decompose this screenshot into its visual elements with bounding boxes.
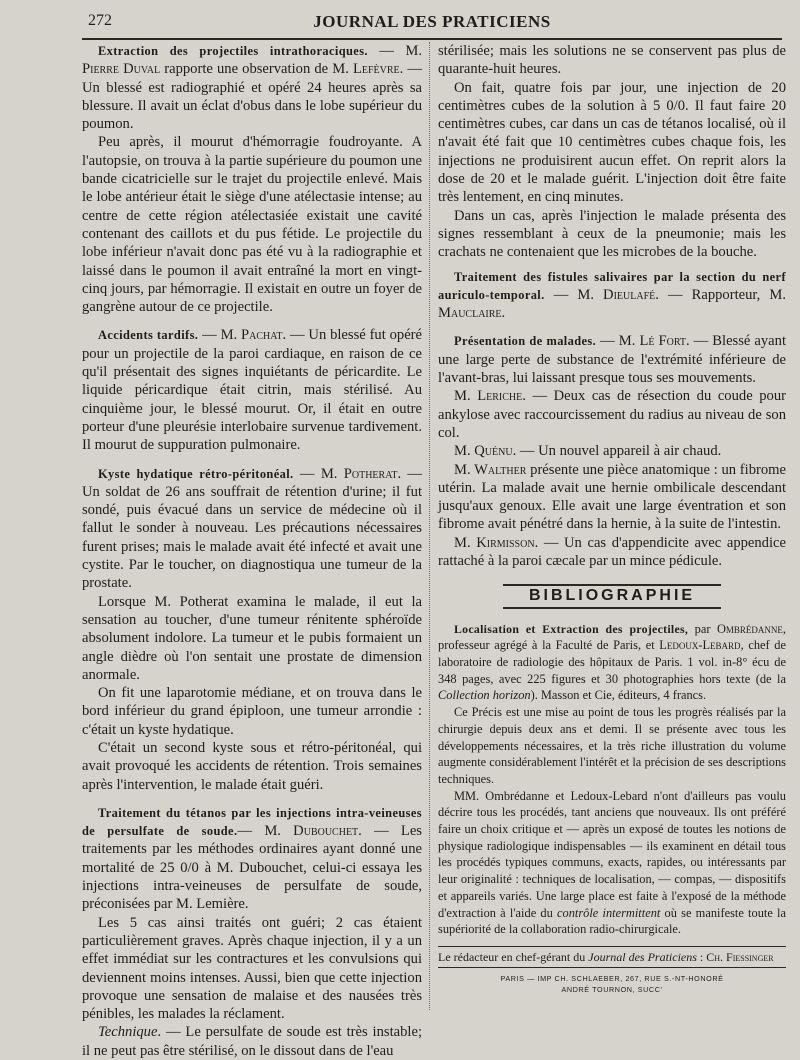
- section-heading: Accidents tardifs.: [98, 328, 199, 343]
- paragraph: Peu après, il mourut d'hémorragie foudroyante. A l'autopsie, on trouva à la partie supérieure du poumon une bande cicatricielle sur le trajet du projectile enlevé. Mais le lobe antérieur était le siège d'une atélectasie intense; au centre de cette région atélectasiée existait une cavité contenant des caillots et du pus fétide. Le projectile du lobe inférieur n'avait donc pas été vu à la radiographie et laissé dans le poumon il avait entraîné la mort en vingt-cinq jours, par hémorragie. Il existait en outre un foyer de gangrène autour de ce projectile.: [82, 134, 422, 316]
- editor-name: : Ch. Fiessinger: [696, 949, 774, 964]
- paragraph: MM. Ombrédanne et Ledoux-Lebard n'ont d'ailleurs pas voulu décrire tous les procédés, tant anciens que nouveaux. Ils ont préféré faire un choix critique et — après un exposé de toutes les notions de physique radiologique indispensables — ils examinent en détail tous les procédés typiques communs, exacts, rapides, ou intéressants par leur originalité : techniques de localisation, — compas, — dispositifs et appareils variés. Une large place est faite à l'exposé de la méthode d'extraction à l'aide du contrôle intermittent où se manifeste toute la supériorité de la collaboration radio-chirurgicale.: [438, 788, 786, 937]
- technique-label: Technique: [98, 1024, 158, 1041]
- paragraph: On fit une laparotomie médiane, et on trouva dans le bord inférieur du grand épiploon, une tumeur arrondie : c'était un kyste hydatique.: [82, 685, 422, 738]
- article-patient-presentations: Présentation de malades. — M. Lé Fort. — Blessé ayant une large perte de substance de l'extrémité inférieure de l'avant-bras, lui laissant presque tous ses mouvements.: [438, 333, 786, 387]
- paragraph: Dans un cas, après l'injection le malade présenta des signes ressemblant à ceux de la pneumonie; mais les crachats ne contenaient que les microbes de la bouche.: [438, 207, 786, 261]
- column-divider: [429, 42, 430, 1010]
- author-name: M. Pachat: [220, 327, 283, 344]
- left-column: [82, 42, 422, 1060]
- author-name: M. Quénu: [454, 443, 513, 460]
- author-name: M. Mauclaire: [438, 286, 786, 322]
- section-heading: Kyste hydatique rétro-péritonéal.: [98, 466, 294, 481]
- section-heading: Présentation de malades.: [454, 334, 597, 349]
- paragraph: M. Leriche. — Deux cas de résection du coude pour ankylose avec raccourcissement du radius au niveau de son col.: [438, 388, 787, 441]
- printer-line: ANDRÉ TOURNON, SUCC': [561, 984, 663, 994]
- paragraph: C'était un second kyste sous et rétro-péritonéal, qui avait provoqué les accidents de rétention. Trois semaines après l'intervention, le malade était guéri.: [82, 739, 422, 793]
- paragraph: stérilisée; mais les solutions ne se conservent pas plus de quarante-huit heures.: [438, 43, 786, 78]
- book-reference: Localisation et Extraction des projectiles, par Ombrédanne, professeur agrégé à la Faculté de Paris, et Ledoux-Lebard, chef de laboratoire de radiologie des hôpitaux de Paris. 1 vol. in-8° écu de 348 pages, avec 225 figures et 30 photographies hors texte (de la Collection horizon). Masson et Cie, éditeurs, 4 francs.: [438, 621, 786, 703]
- right-column: [438, 42, 786, 995]
- page-number: 272: [88, 12, 112, 29]
- article-hydatid-cyst: Kyste hydatique rétro-péritonéal. — M. Potherat. — Un soldat de 26 ans souffrait de rétention d'urine; il fut sondé, puis évacué dans un service de médecine où il fallut le sonder à nouveau. Les précautions nécessaires furent prises; mais le malade avait été infecté et avait une cystite. Par le toucher, on diagnostiqua une tumeur de la prostate.: [82, 465, 423, 592]
- author-name: Ledoux-Lebard: [659, 638, 741, 653]
- section-heading: Traitement des fistules salivaires par la section du nerf auriculo-temporal.: [438, 269, 786, 302]
- article-salivary-fistulas: Traitement des fistules salivaires par la section du nerf auriculo-temporal. — M. Dieulafé. — Rapporteur, M. Mauclaire.: [438, 269, 786, 322]
- paragraph: On fait, quatre fois par jour, une injection de 20 centimètres cubes de la solution à 5 0/0. Il faut faire 20 centimètres cubes, car dans un cas de tétanos localisé, où il n'avait été fait que 10 centimètres cubes chaque fois, les injections ne produisirent aucun effet. On reprit alors la dose de 20 et le malade guérit. L'injection doit être faite très lentement, en cinq minutes.: [438, 79, 786, 206]
- book-title: Localisation et Extraction des projectiles,: [454, 621, 689, 636]
- page-header: [82, 10, 782, 40]
- author-name: M. Lefèvre: [332, 61, 400, 78]
- author-name: M. Lé Fort: [618, 333, 686, 350]
- article-tetanus-treatment: Traitement du tétanos par les injections intra-veineuses de persulfate de soude.— M. Dubouchet. — Les traitements par les méthodes ordinaires ayant donné une mortalité de 25 0/0 à M. Dubouchet, celui-ci essaya les injections intra-veineuses de persulfate de soude, préconisées par M. Lemière.: [82, 805, 422, 913]
- author-name: M. Kirmisson: [454, 534, 535, 551]
- article-late-accidents: Accidents tardifs. — M. Pachat. — Un blessé fut opéré pour un projectile de la paroi cardiaque, en raison de ce qu'il présentait des signes inquiétants de péricardite. Le liquide péricardique était citrin, mais stérilisé. Au cinquième jour, le blessé mourut. Or, il était en outre porteur d'une pleurésie interlobaire survenue tardivement. Il mourut de suppuration pulmonaire.: [82, 327, 423, 454]
- paragraph: M. Walther présente une pièce anatomique : un fibrome utérin. La malade avait une hernie ombilicale descendant jusqu'aux genoux. Elle avait une large éventration et son fibrome avait pénétré dans la hernie, à la suite de l'intestin.: [438, 461, 786, 533]
- emphasis: contrôle intermittent: [557, 905, 661, 920]
- bibliography-heading: BIBLIOGRAPHIE: [438, 584, 786, 608]
- author-name: M. Pierre Duval: [82, 43, 422, 78]
- printer-line: PARIS — IMP CH. SCHLAEBER, 267, RUE S.-NT-HONORÉ: [500, 973, 724, 983]
- printer-imprint: [438, 974, 786, 995]
- paragraph: M. Quénu. — Un nouvel appareil à air chaud.: [454, 443, 722, 460]
- author-name: M. Leriche: [454, 388, 523, 405]
- journal-name: Journal des Praticiens: [588, 949, 697, 964]
- author-name: M. Dieulafé: [577, 286, 656, 303]
- author-name: M. Dubouchet: [264, 823, 359, 840]
- author-name: M. Walther: [454, 461, 527, 478]
- journal-title: JOURNAL DES PRATICIENS: [313, 12, 551, 31]
- paragraph: Les 5 cas ainsi traités ont guéri; 2 cas étaient particulièrement graves. Après chaque injection, il y a un effet immédiat sur les contractures et les convulsions qui deviennent moins intenses. Aussi, bien que cette injection provoque une sensation de malaise et des nausées très pénibles, les malades la réclament.: [82, 914, 422, 1023]
- paragraph: Ce Précis est une mise au point de tous les progrès réalisés par la chirurgie depuis deux ans et demi. Il se présente avec tous les développements nécessaires, et la très riche illustration du volume augmente considérablement l'intérêt et la précision de ses descriptions techniques.: [438, 705, 786, 786]
- author-name: M. Potherat: [320, 465, 398, 482]
- section-heading: Traitement du tétanos par les injections intra-veineuses de persulfate de soude.: [82, 805, 422, 839]
- bibliography-section: [438, 621, 786, 938]
- paragraph: M. Kirmisson. — Un cas d'appendicite avec appendice rattaché à la paroi cæcale par un mince pédicule.: [438, 534, 786, 570]
- author-name: Ombrédanne: [716, 621, 783, 636]
- editor-credit: Le rédacteur en chef-gérant du Journal des Praticiens : Ch. Fiessinger: [438, 946, 786, 968]
- collection-name: Collection horizon: [438, 688, 531, 703]
- paragraph: Lorsque M. Potherat examina le malade, il eut la sensation au toucher, d'une tumeur rénitente sphéroïde absolument indolore. La tumeur et le pubis formaient un angle dièdre où l'on sentait une prostate de dimension anormale.: [82, 593, 422, 683]
- article-pulmonary-extraction: Extraction des projectiles intrathoraciques. — M. Pierre Duval rapporte une observation de M. Lefèvre. — Un blessé est radiographié et opéré 24 heures après sa blessure. Il avait un éclat d'obus dans le lobe supérieur du poumon.: [82, 43, 423, 133]
- section-heading: Extraction des projectiles intrathoraciques.: [98, 44, 368, 58]
- paragraph: Technique. — Le persulfate de soude est très instable; il ne peut pas être stérilisé, on le dissout dans de l'eau: [82, 1024, 422, 1059]
